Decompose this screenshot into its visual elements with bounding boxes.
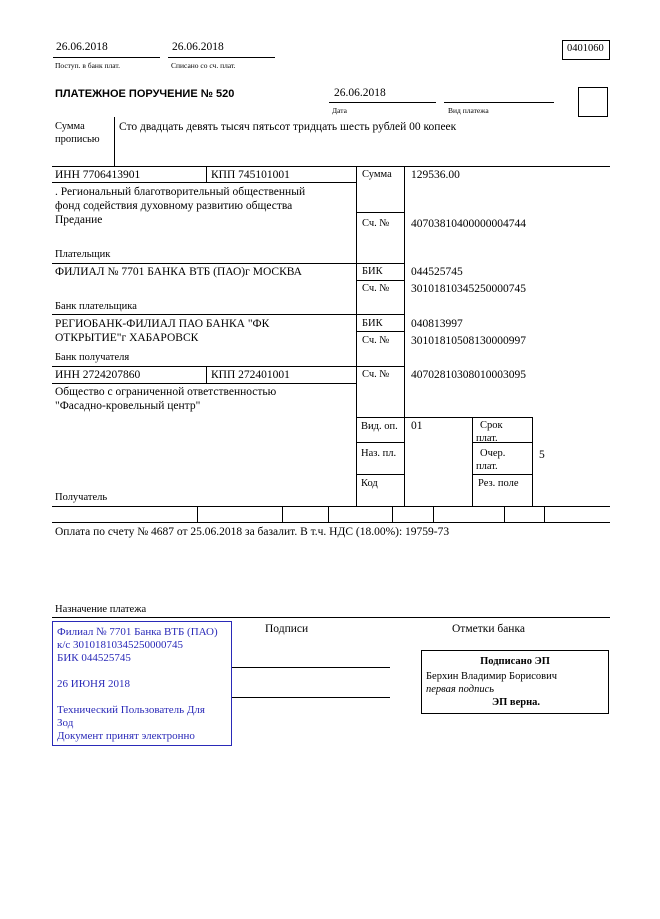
amount-words-label-2: прописью (55, 134, 100, 145)
stamp-line-6 (57, 691, 218, 704)
amount-words-value: Сто двадцать девять тысяч пятьсот тридцать шесть рублей 00 копеек (119, 121, 457, 133)
kod-label: Код (361, 478, 378, 489)
stamp-line-5: 26 ИЮНЯ 2018 (57, 678, 131, 690)
payer-label: Плательщик (55, 249, 111, 260)
stamp-line-9: Документ принят электронно (57, 730, 195, 742)
payee-label: Получатель (55, 492, 108, 503)
form-code: 0401060 (567, 43, 604, 54)
ep-signer-name: Берхин Владимир Борисович (426, 671, 557, 682)
payer-name-line-3: Предание (55, 214, 103, 226)
stamp-line-4 (57, 665, 218, 678)
naz-pl-label: Наз. пл. (361, 448, 397, 459)
payee-name-line-2: "Фасадно-кровельный центр" (55, 400, 201, 412)
rez-pole-label: Рез. поле (478, 478, 519, 489)
sum-label: Сумма (362, 169, 392, 180)
payee-bank-bik-label: БИК (362, 318, 383, 329)
ep-title: Подписано ЭП (480, 656, 550, 667)
ep-signer-role: первая подпись (426, 684, 495, 695)
srok-label-2: плат. (476, 433, 498, 444)
payee-bank-account: 30101810508130000997 (411, 335, 526, 347)
ep-verdict: ЭП верна. (492, 697, 541, 708)
date-debited: 26.06.2018 (172, 41, 224, 53)
payee-name-line-1: Общество с ограниченной ответственностью (55, 386, 277, 398)
payer-name-line-1: . Региональный благотворительный общественный (55, 186, 306, 198)
payer-kpp: КПП 745101001 (211, 169, 290, 181)
amount-words-label-1: Сумма (55, 121, 85, 132)
payee-bank-account-label: Сч. № (362, 335, 390, 346)
srok-label-1: Срок (480, 420, 503, 431)
ocher-label-2: плат. (476, 461, 498, 472)
electronic-signature-box (421, 650, 609, 714)
payer-bank-name: ФИЛИАЛ № 7701 БАНКА ВТБ (ПАО)г МОСКВА (55, 266, 302, 278)
label-received: Поступ. в банк плат. (55, 61, 120, 70)
payee-bank-label: Банк получателя (55, 352, 130, 363)
payer-bank-account-label: Сч. № (362, 283, 390, 294)
payer-name-line-2: фонд содействия духовному развитию общества (55, 200, 293, 212)
payee-account: 40702810308010003095 (411, 369, 526, 381)
stamp-line-1: Филиал № 7701 Банка ВТБ (ПАО) (57, 626, 218, 638)
payer-bank-bik-label: БИК (362, 266, 383, 277)
date-received: 26.06.2018 (56, 41, 108, 53)
payment-purpose-label: Назначение платежа (55, 604, 147, 615)
stamp-line-7: Технический Пользователь Для (57, 704, 205, 716)
payment-type-label: Вид платежа (448, 106, 489, 115)
payer-bank-account: 30101810345250000745 (411, 283, 526, 295)
ocher-label-1: Очер. (480, 448, 506, 459)
payee-bank-name-line-1: РЕГИОБАНК-ФИЛИАЛ ПАО БАНКА "ФК (55, 318, 270, 330)
bank-marks-label: Отметки банка (452, 623, 525, 635)
date-label: Дата (332, 106, 347, 115)
sum-value: 129536.00 (411, 169, 460, 181)
payee-inn: ИНН 2724207860 (55, 369, 141, 381)
label-debited: Списано со сч. плат. (171, 61, 236, 70)
stamp-line-3: БИК 044525745 (57, 652, 131, 664)
form-code-box (562, 40, 610, 60)
payee-kpp: КПП 272401001 (211, 369, 290, 381)
signatures-label: Подписи (265, 623, 309, 635)
payer-bank-bik: 044525745 (411, 266, 463, 278)
stamp-line-2: к/с 30101810345250000745 (57, 639, 184, 651)
payee-bank-bik: 040813997 (411, 318, 463, 330)
bank-stamp (52, 621, 232, 746)
document-date: 26.06.2018 (334, 87, 386, 99)
vid-op-value: 01 (411, 420, 423, 432)
payment-type-box (578, 87, 608, 117)
payer-account-label: Сч. № (362, 218, 390, 229)
document-title: ПЛАТЕЖНОЕ ПОРУЧЕНИЕ № 520 (55, 88, 235, 100)
vid-op-label: Вид. оп. (361, 421, 398, 432)
payee-bank-name-line-2: ОТКРЫТИЕ"г ХАБАРОВСК (55, 332, 199, 344)
payee-account-label: Сч. № (362, 369, 390, 380)
ocher-value: 5 (539, 449, 545, 461)
payer-account: 40703810400000004744 (411, 218, 526, 230)
payer-inn: ИНН 7706413901 (55, 169, 141, 181)
payment-purpose-text: Оплата по счету № 4687 от 25.06.2018 за базалит. В т.ч. НДС (18.00%): 19759-73 (55, 526, 450, 538)
payer-bank-label: Банк плательщика (55, 301, 137, 312)
stamp-line-8: Зод (57, 717, 74, 729)
